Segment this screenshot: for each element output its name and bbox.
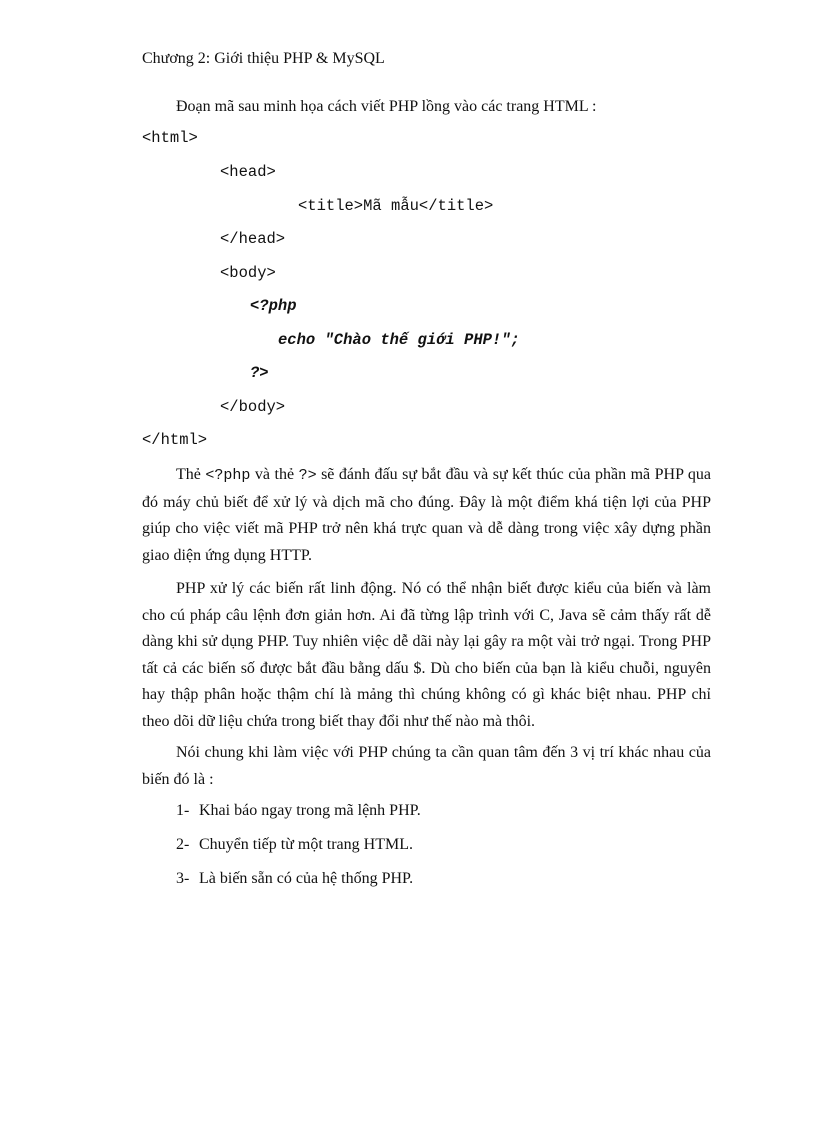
code-line-head-open: <head> (220, 163, 276, 181)
code-line-html-close: </html> (142, 431, 208, 449)
page-header: Chương 2: Giới thiệu PHP & MySQL (142, 50, 385, 67)
intro-paragraph: Đoạn mã sau minh họa cách viết PHP lồng vào các trang HTML : (176, 98, 597, 115)
list-item-text: Là biến sẵn có của hệ thống PHP. (199, 870, 414, 887)
paragraph-php-tags-text-3: sẽ đánh đấu sự bắt đầu và sự kết thúc của phần mã PHP qua đó máy chủ biết để xử lý và dịch mã cho đúng. Đây là một điểm khá tiện lợi của PHP giúp cho việc viết mã PHP trở nên khá trực quan và dễ dàng trong việc xây dựng phần giao diện ứng dụng HTTP. (142, 466, 711, 564)
list-item-number: 3- (176, 870, 190, 887)
paragraph-variable-positions: Nói chung khi làm việc với PHP chúng ta cần quan tâm đến 3 vị trí khác nhau của biến đó là : (142, 744, 711, 788)
code-line-body-open: <body> (220, 264, 276, 282)
list-item-text: Khai báo ngay trong mã lệnh PHP. (199, 802, 421, 819)
inline-code-php-open: <?php (205, 467, 251, 484)
code-line-php-echo: echo "Chào thế giới PHP!"; (278, 331, 520, 349)
code-line-title: <title>Mã mẫu</title> (298, 197, 494, 215)
code-line-php-open: <?php (250, 297, 297, 315)
paragraph-php-tags-text-2: và thẻ (250, 466, 299, 483)
code-line-head-close: </head> (220, 230, 286, 248)
code-line-html-open: <html> (142, 129, 198, 147)
inline-code-php-close: ?> (298, 467, 317, 484)
list-item (176, 868, 413, 890)
list-item-number: 1- (176, 802, 190, 819)
paragraph-variables: PHP xử lý các biến rất linh động. Nó có thể nhận biết được kiểu của biến và làm cho cú pháp câu lệnh đơn giản hơn. Ai đã từng lập trình với C, Java sẽ cảm thấy rất dễ dàng khi sử dụng PHP. Tuy nhiên việc dễ dãi này lại gây ra một vài trở ngại. Trong PHP tất cả các biến số được bắt đầu bằng dấu $. Dù cho biến của bạn là kiểu chuỗi, nguyên hay thập phân hoặc thậm chí là mảng thì chúng không có gì khác biệt nhau. PHP chỉ theo dõi dữ liệu chứa trong biết thay đổi như thế nào mà thôi. (142, 580, 711, 730)
code-line-body-close: </body> (220, 398, 286, 416)
list-item (176, 800, 421, 822)
code-line-php-close: ?> (250, 364, 269, 382)
paragraph-php-tags-text-1: Thẻ (176, 466, 206, 483)
paragraph-php-tags (142, 462, 711, 569)
list-item (176, 834, 413, 856)
list-item-text: Chuyển tiếp từ một trang HTML. (199, 836, 413, 853)
list-item-number: 2- (176, 836, 190, 853)
